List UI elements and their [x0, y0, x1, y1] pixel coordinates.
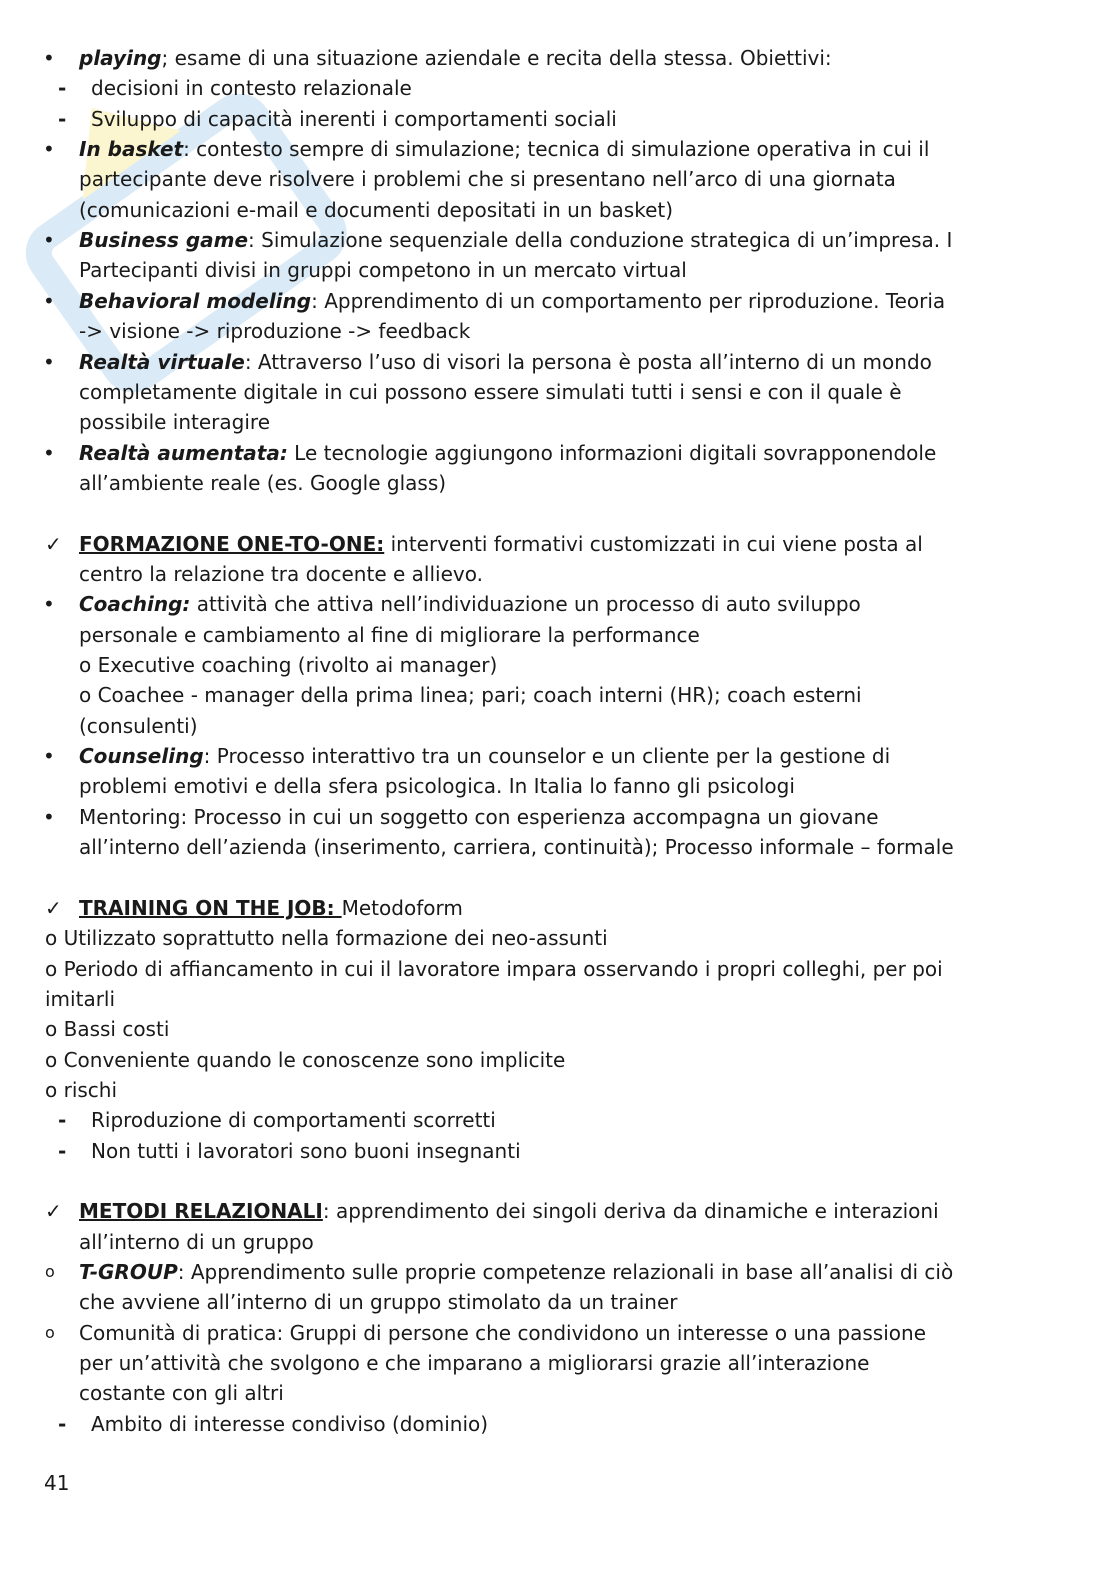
bullet-icon: • — [43, 804, 55, 829]
term-heading: Counseling — [79, 744, 204, 769]
line-text — [79, 438, 936, 468]
line-text — [79, 1257, 953, 1287]
bullet-icon: • — [43, 440, 55, 465]
term-heading: Realtà aumentata: — [79, 440, 288, 465]
line-text — [79, 741, 890, 771]
text-segment: (comunicazioni e-mail e documenti depositati in un basket) — [79, 197, 674, 222]
line-text — [79, 225, 952, 255]
text-segment: : Apprendimento sulle proprie competenze relazionali in base all’analisi di ciò — [177, 1260, 954, 1284]
text-segment: Mentoring: Processo in cui un soggetto con esperienza accompagna un giovane — [79, 804, 879, 829]
line-text — [45, 1075, 117, 1105]
line-text — [79, 589, 861, 619]
text-segment: Le tecnologie aggiungono informazioni digitali sovrapponendole — [287, 440, 937, 465]
line-text — [45, 1045, 565, 1075]
checkmark-icon: ✓ — [45, 531, 62, 556]
line-text — [79, 377, 902, 407]
text-segment: : Apprendimento di un comportamento per riproduzione. Teoria — [311, 288, 946, 313]
line-text — [79, 529, 923, 559]
line-text — [79, 650, 497, 680]
text-segment: Non tutti i lavoratori sono buoni insegnanti — [91, 1138, 521, 1163]
dash-bullet-icon: - — [58, 1138, 67, 1163]
page-number: 41 — [44, 1471, 70, 1495]
line-text — [79, 1287, 678, 1317]
bullet-icon: • — [43, 592, 55, 617]
term-heading: T-GROUP — [79, 1260, 178, 1284]
line-text — [79, 893, 463, 923]
line-text — [79, 1196, 939, 1226]
text-segment: per un’attività che svolgono e che imparano a migliorarsi grazie all’interazione — [79, 1351, 870, 1376]
text-segment: o Utilizzato soprattutto nella formazione dei neo-assunti — [45, 926, 608, 951]
text-segment: o rischi — [45, 1077, 118, 1102]
line-text — [91, 73, 412, 103]
line-text — [79, 407, 270, 437]
line-text — [79, 164, 896, 194]
text-segment: interventi formativi customizzati in cui viene posta al — [384, 531, 923, 556]
dash-bullet-icon: - — [58, 76, 67, 101]
bullet-icon: • — [43, 228, 55, 253]
dash-bullet-icon: - — [58, 1411, 67, 1436]
text-segment: o Bassi costi — [45, 1017, 170, 1042]
checkmark-icon: ✓ — [45, 1199, 62, 1224]
text-segment: : Attraverso l’uso di visori la persona è posta all’interno di un mondo — [244, 349, 932, 374]
checkmark-icon: ✓ — [45, 895, 62, 920]
line-text — [79, 620, 700, 650]
text-segment: costante con gli altri — [79, 1381, 284, 1406]
line-text — [79, 559, 483, 589]
bullet-icon: • — [43, 744, 55, 769]
line-text — [91, 104, 617, 134]
line-text — [79, 1348, 869, 1378]
text-segment: Partecipanti divisi in gruppi competono in un mercato virtual — [79, 258, 687, 283]
circle-bullet-icon: o — [45, 1262, 55, 1281]
term-heading: TRAINING ON THE JOB: — [79, 895, 342, 920]
bullet-icon: • — [43, 46, 55, 70]
text-segment: imitarli — [45, 986, 116, 1011]
text-segment: -> visione -> riproduzione -> feedback — [79, 319, 471, 344]
line-text — [79, 347, 932, 377]
line-text — [79, 680, 862, 710]
line-text — [79, 134, 929, 164]
line-text — [79, 802, 879, 832]
term-heading: Business game — [79, 228, 249, 253]
text-segment: : Simulazione sequenziale della conduzione strategica di un’impresa. I — [248, 228, 953, 253]
dash-bullet-icon: - — [58, 106, 67, 131]
line-text — [79, 316, 470, 346]
text-segment: completamente digitale in cui possono essere simulati tutti i sensi e con il quale è — [79, 379, 902, 404]
line-text — [79, 468, 446, 498]
text-segment: : apprendimento dei singoli deriva da dinamiche e interazioni — [322, 1199, 939, 1224]
line-text — [79, 832, 954, 862]
text-segment: partecipante deve risolvere i problemi che si presentano nell’arco di una giornata — [79, 167, 896, 192]
term-heading: FORMAZIONE ONE-TO-ONE: — [79, 531, 385, 556]
term-heading: In basket — [79, 137, 184, 162]
line-text — [79, 1227, 314, 1257]
text-segment: personale e cambiamento al fine di migliorare la performance — [79, 622, 700, 647]
text-segment: o Conveniente quando le conoscenze sono implicite — [45, 1047, 566, 1072]
text-segment: che avviene all’interno di un gruppo stimolato da un trainer — [79, 1290, 678, 1315]
dash-bullet-icon: - — [58, 1108, 67, 1133]
line-text — [91, 1136, 521, 1166]
line-text — [79, 1378, 284, 1408]
text-segment: Ambito di interesse condiviso (dominio) — [91, 1411, 489, 1436]
text-segment: o Periodo di affiancamento in cui il lavoratore impara osservando i propri colleghi, per poi — [45, 956, 943, 981]
text-segment: Comunità di pratica: Gruppi di persone che condividono un interesse o una passione — [79, 1320, 926, 1345]
line-text — [45, 954, 943, 984]
text-segment: decisioni in contesto relazionale — [91, 76, 412, 101]
bullet-icon: • — [43, 137, 55, 162]
text-segment: problemi emotivi e della sfera psicologica. In Italia lo fanno gli psicologi — [79, 774, 795, 799]
line-text — [45, 1014, 169, 1044]
text-segment: Sviluppo di capacità inerenti i comportamenti sociali — [91, 106, 617, 131]
line-text — [79, 1318, 926, 1348]
text-segment: all’ambiente reale (es. Google glass) — [79, 470, 447, 495]
line-text — [79, 255, 687, 285]
term-heading: Coaching: — [79, 592, 191, 617]
text-segment: centro la relazione tra docente e allievo. — [79, 561, 483, 586]
text-segment: Metodoform — [341, 895, 463, 920]
line-text — [91, 1105, 496, 1135]
text-segment: all’interno di un gruppo — [79, 1229, 314, 1254]
term-heading: Behavioral modeling — [79, 288, 312, 313]
text-segment: all’interno dell’azienda (inserimento, carriera, continuità); Processo informale – formale — [79, 835, 954, 860]
line-text — [79, 195, 673, 225]
bullet-icon: • — [43, 349, 55, 374]
text-segment: Riproduzione di comportamenti scorretti — [91, 1108, 496, 1133]
term-heading: playing — [79, 46, 162, 70]
line-text — [91, 1409, 488, 1439]
text-segment: : contesto sempre di simulazione; tecnica di simulazione operativa in cui il — [183, 137, 930, 162]
bullet-icon: • — [43, 288, 55, 313]
line-text — [79, 286, 945, 316]
term-heading: Realtà virtuale — [79, 349, 245, 374]
line-text — [79, 771, 795, 801]
line-text — [79, 43, 832, 73]
text-segment: possibile interagire — [79, 410, 270, 435]
text-segment: o Executive coaching (rivolto ai manager) — [79, 653, 498, 677]
text-segment: attività che attiva nell’individuazione un processo di auto sviluppo — [190, 592, 861, 617]
text-segment: : Processo interattivo tra un counselor e un cliente per la gestione di — [203, 744, 891, 769]
text-segment: ; esame di una situazione aziendale e recita della stessa. Obiettivi: — [161, 46, 832, 70]
term-heading: METODI RELAZIONALI — [79, 1199, 323, 1224]
line-text — [45, 984, 115, 1014]
text-segment: (consulenti) — [79, 713, 198, 738]
line-text — [79, 711, 198, 741]
line-text — [45, 923, 608, 953]
circle-bullet-icon: o — [45, 1322, 55, 1342]
text-segment: o Coachee - manager della prima linea; pari; coach interni (HR); coach esterni — [79, 683, 862, 708]
